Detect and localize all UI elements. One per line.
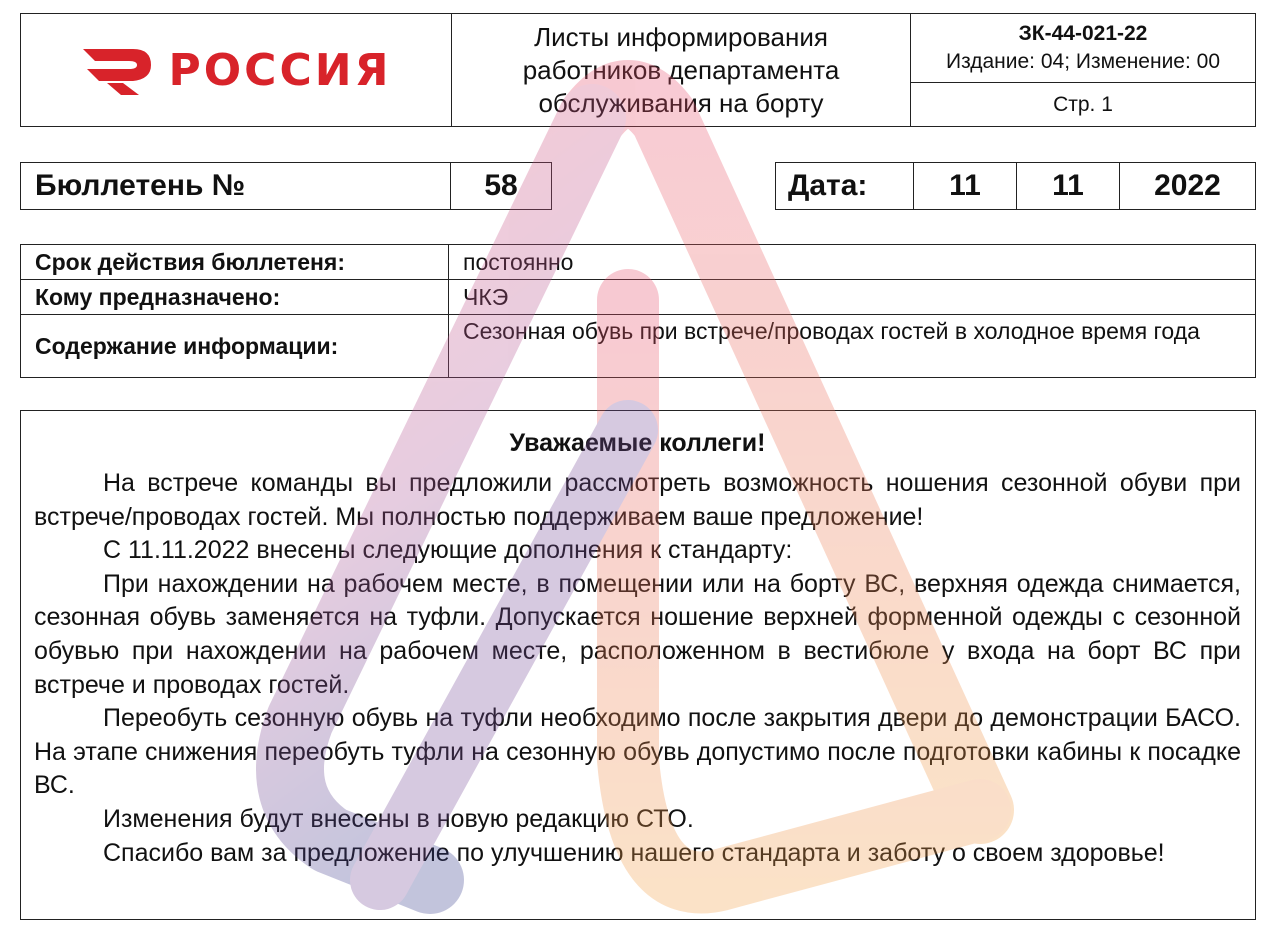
row-key: Срок действия бюллетеня: [21, 245, 449, 279]
row-value: Сезонная обувь при встрече/проводах гостей в холодное время года [463, 318, 1200, 344]
table-row [21, 315, 1255, 377]
table-row [21, 280, 1255, 315]
logo-cell [21, 14, 452, 126]
document-info [911, 14, 1255, 126]
body-paragraph: Спасибо вам за предложение по улучшению нашего стандарта и заботу о своем здоровье! [103, 838, 1165, 867]
bulletin-number-row [20, 162, 552, 210]
bulletin-label: Бюллетень № [21, 163, 451, 209]
rossiya-wing-logo-icon [81, 43, 155, 97]
row-key: Кому предназначено: [21, 280, 449, 314]
body-paragraph: Переобуть сезонную обувь на туфли необходимо после закрытия двери до демонстрации БАСО. На этапе снижения переобуть туфли на сезонную обувь допустимо после подготовки кабины к посадке ВС. [34, 704, 1241, 800]
rossiya-logo [81, 43, 392, 97]
title-line: обслуживания на борту [538, 87, 824, 118]
logo-wordmark: РОССИЯ [168, 44, 392, 96]
date-label: Дата: [776, 163, 914, 209]
document-code-cell [911, 14, 1255, 83]
bulletin-info-table [20, 244, 1256, 378]
document-header [20, 13, 1256, 127]
row-value: ЧКЭ [463, 283, 509, 310]
table-row [21, 245, 1255, 280]
greeting: Уважаемые коллеги! [509, 429, 766, 457]
date-day: 11 [914, 163, 1017, 209]
document-title [452, 14, 911, 126]
body-paragraph: При нахождении на рабочем месте, в помещении или на борту ВС, верхняя одежда снимается, сезонная обувь заменяется на туфли. Допускается ношение верхней форменной одежды с сезонной обувью при нахождении на рабочем месте, расположенном в вестибюле у входа на борт ВС при встрече и проводах гостей. [34, 569, 1241, 699]
title-line: Листы информирования [534, 21, 828, 52]
title-line: работников департамента [522, 54, 840, 85]
row-value: постоянно [463, 248, 574, 275]
bulletin-date-row [775, 162, 1256, 210]
body-paragraph: На встрече команды вы предложили рассмотреть возможность ношения сезонной обуви при встрече/проводах гостей. Мы полностью поддерживаем ваше предложение! [34, 469, 1241, 531]
date-month: 11 [1017, 163, 1120, 209]
document-code: ЗК-44-021-22 [1018, 22, 1148, 45]
body-paragraph: Изменения будут внесены в новую редакцию СТО. [103, 804, 694, 833]
bulletin-body [20, 410, 1256, 920]
bulletin-number: 58 [484, 169, 518, 202]
page-number: Стр. 1 [1053, 92, 1113, 116]
body-paragraph: С 11.11.2022 внесены следующие дополнения к стандарту: [103, 536, 793, 565]
edition-info: Издание: 04; Изменение: 00 [945, 50, 1221, 73]
date-year: 2022 [1154, 169, 1221, 202]
row-key: Содержание информации: [21, 315, 449, 377]
